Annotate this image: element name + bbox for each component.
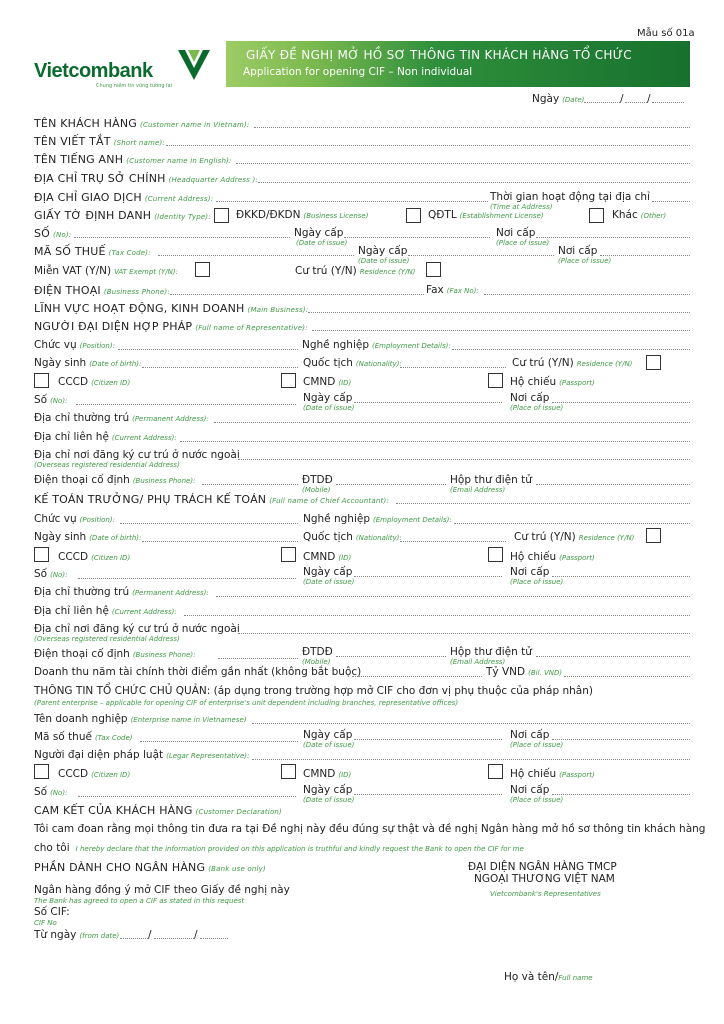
- rep-cccd-label: CCCD (Citizen ID): [58, 376, 131, 388]
- acct-dob-label: Ngày sinh (Date of birth):: [34, 531, 142, 543]
- acct-overseas-address-sub: (Overseas registered residential Address): [34, 635, 180, 643]
- id-issue-date-sub: (Date of issue): [296, 239, 348, 247]
- rep-issue-place-label: Nơi cấp: [510, 392, 550, 404]
- rep-perm-address-field[interactable]: [214, 422, 690, 423]
- rep-dob-field[interactable]: [142, 367, 298, 368]
- bank-agree-text: Ngân hàng đồng ý mở CIF theo Giấy đề nghị này: [34, 884, 290, 896]
- from-date-year-field[interactable]: [200, 938, 228, 939]
- rep-overseas-address-sub: (Overseas registered residential Address): [34, 461, 180, 469]
- english-name-field[interactable]: [236, 163, 690, 164]
- signature-name-label: Họ và tên/Full name: [504, 971, 593, 983]
- parent-tax-issue-place-label: Nơi cấp: [510, 729, 550, 741]
- other-id-checkbox[interactable]: [589, 208, 604, 223]
- acct-no-field[interactable]: [78, 578, 296, 579]
- short-name-field[interactable]: [166, 145, 690, 146]
- rep-current-address-field[interactable]: [180, 441, 690, 442]
- short-name-label: TÊN VIẾT TẮT (Short name):: [34, 135, 165, 148]
- english-name-label: TÊN TIẾNG ANH (Customer name in English):: [34, 153, 232, 166]
- tax-issue-date-field[interactable]: [408, 255, 554, 256]
- bank-rep-title-1: ĐẠI DIỆN NGÂN HÀNG TMCP: [468, 861, 617, 873]
- tax-code-label: MÃ SỐ THUẾ (Tax Code):: [34, 245, 151, 258]
- acct-residence-checkbox[interactable]: [646, 528, 661, 543]
- acct-biz-phone-label: Điện thoại cố định (Business Phone):: [34, 648, 196, 660]
- id-issue-place-label: Nơi cấp: [496, 227, 536, 239]
- acct-passport-label: Hộ chiếu (Passport): [510, 551, 595, 563]
- acct-mobile-field[interactable]: [336, 656, 446, 657]
- acct-issue-place-sub: (Place of issue): [510, 578, 564, 586]
- rep-occupation-label: Nghề nghiệp (Employment Details):: [302, 339, 451, 351]
- acct-email-label: Hộp thư điện tử: [450, 646, 532, 658]
- rep-nationality-field[interactable]: [400, 367, 506, 368]
- hq-address-label: ĐỊA CHỈ TRỤ SỞ CHÍNH (Headquarter Address ):: [34, 172, 258, 185]
- id-no-label: SỐ (No):: [34, 227, 72, 240]
- establishment-license-checkbox[interactable]: [406, 208, 421, 223]
- bank-rep-title-2: NGOẠI THƯƠNG VIỆT NAM: [474, 873, 615, 885]
- parent-legal-rep-field[interactable]: [252, 759, 690, 760]
- rep-residence-checkbox[interactable]: [646, 355, 661, 370]
- acct-issue-date-label: Ngày cấp: [303, 566, 353, 578]
- acct-passport-checkbox[interactable]: [488, 547, 503, 562]
- main-business-field[interactable]: [308, 312, 690, 313]
- customer-name-field[interactable]: [254, 127, 690, 128]
- representative-field[interactable]: [312, 330, 690, 331]
- rep-no-label: Số (No):: [34, 394, 68, 406]
- revenue-label: Doanh thu năm tài chính thời điểm gần nhất (không bắt buộc): [34, 666, 362, 678]
- form-number: Mẫu số 01a: [637, 28, 695, 39]
- rep-email-sub: (Email Address): [450, 486, 506, 494]
- representative-label: NGƯỜI ĐẠI DIỆN HỢP PHÁP (Full name of Representative):: [34, 320, 308, 333]
- cif-no-label: Số CIF:: [34, 906, 70, 918]
- acct-nationality-label: Quốc tịch (Nationality):: [303, 531, 402, 543]
- time-at-address-sub: (Time at Address): [490, 203, 553, 211]
- bank-agree-subtext: The Bank has agreed to open a CIF as stated in this request: [34, 897, 245, 905]
- rep-cmnd-label: CMND (ID): [303, 376, 352, 388]
- revenue-unit-field[interactable]: [564, 676, 690, 677]
- other-id-label: Khác (Other): [612, 209, 667, 221]
- rep-issue-date-field[interactable]: [354, 402, 502, 403]
- hq-address-field[interactable]: [258, 182, 690, 183]
- vat-exempt-label: Miễn VAT (Y/N) VAT Exempt (Y/N):: [34, 265, 178, 277]
- business-license-checkbox[interactable]: [214, 208, 229, 223]
- vat-exempt-checkbox[interactable]: [195, 262, 210, 277]
- rep-email-label: Hộp thư điện tử: [450, 474, 532, 486]
- rep-biz-phone-label: Điện thoại cố định (Business Phone):: [34, 474, 196, 486]
- parent-tax-issue-place-field[interactable]: [552, 739, 690, 740]
- parent-tax-issue-date-sub: (Date of issue): [303, 741, 355, 749]
- establishment-license-label: QĐTL (Establishment License): [428, 209, 544, 221]
- rep-issue-date-label: Ngày cấp: [303, 392, 353, 404]
- acct-mobile-sub: (Mobile): [302, 658, 331, 666]
- rep-cmnd-checkbox[interactable]: [281, 373, 296, 388]
- parent-tax-issue-place-sub: (Place of issue): [510, 741, 564, 749]
- current-address-label: ĐỊA CHỈ GIAO DỊCH (Current Address):: [34, 191, 214, 204]
- acct-issue-place-label: Nơi cấp: [510, 566, 550, 578]
- business-phone-label: ĐIỆN THOẠI (Business Phone):: [34, 284, 170, 297]
- main-business-label: LĨNH VỰC HOẠT ĐỘNG, KINH DOANH (Main Business):: [34, 302, 309, 315]
- bank-rep-subtitle: Vietcombank's Representatives: [490, 890, 601, 898]
- form-title-en: Application for opening CIF – Non individual: [243, 66, 473, 78]
- parent-enterprise-title: THÔNG TIN TỔ CHỨC CHỦ QUẢN: (áp dụng trong trường hợp mở CIF cho đơn vị phụ thuộc của pháp nhân): [34, 685, 593, 697]
- business-phone-field[interactable]: [170, 294, 424, 295]
- tax-issue-place-sub: (Place of issue): [558, 257, 612, 265]
- acct-overseas-address-field[interactable]: [238, 633, 690, 634]
- acct-cmnd-label: CMND (ID): [303, 551, 352, 563]
- id-type-label: GIẤY TỜ ĐỊNH DANH (Identity Type):: [34, 209, 211, 222]
- acct-issue-date-sub: (Date of issue): [303, 578, 355, 586]
- acct-dob-field[interactable]: [142, 541, 298, 542]
- acct-cccd-checkbox[interactable]: [34, 547, 49, 562]
- parent-tax-code-field[interactable]: [140, 741, 298, 742]
- tax-code-field[interactable]: [158, 255, 354, 256]
- parent-issue-place-label: Nơi cấp: [510, 784, 550, 796]
- from-date-month-field[interactable]: [154, 938, 194, 939]
- rep-email-field[interactable]: [536, 484, 690, 485]
- from-date-day-field[interactable]: [120, 938, 148, 939]
- rep-biz-phone-field[interactable]: [202, 484, 298, 485]
- acct-occupation-field[interactable]: [454, 523, 690, 524]
- business-license-label: ĐKKD/ĐKDN (Business License): [236, 209, 369, 221]
- parent-no-field[interactable]: [78, 796, 296, 797]
- rep-passport-checkbox[interactable]: [488, 373, 503, 388]
- time-at-address-field[interactable]: [652, 201, 690, 202]
- acct-email-sub: (Email Address): [450, 658, 506, 666]
- vietcombank-logo-icon: [174, 46, 214, 86]
- acct-issue-place-field[interactable]: [552, 576, 690, 577]
- chief-accountant-label: KẾ TOÁN TRƯỞNG/ PHỤ TRÁCH KẾ TOÁN (Full name of Chief Accountant):: [34, 493, 389, 506]
- tax-issue-date-label: Ngày cấp: [358, 245, 408, 257]
- id-issue-place-field[interactable]: [536, 237, 690, 238]
- customer-name-label: TÊN KHÁCH HÀNG (Customer name in Vietnam):: [34, 117, 250, 130]
- id-issue-date-field[interactable]: [344, 237, 490, 238]
- acct-nationality-field[interactable]: [400, 541, 506, 542]
- acct-perm-address-field[interactable]: [216, 596, 690, 597]
- rep-mobile-field[interactable]: [336, 484, 446, 485]
- parent-cmnd-label: CMND (ID): [303, 768, 352, 780]
- bank-use-title: PHẦN DÀNH CHO NGÂN HÀNG (Bank use only): [34, 861, 266, 874]
- rep-overseas-address-label: Địa chỉ nơi đăng ký cư trú ở nước ngoài: [34, 449, 240, 461]
- time-at-address-label: Thời gian hoạt động tại địa chỉ: [490, 191, 650, 203]
- revenue-field[interactable]: [352, 676, 482, 677]
- rep-dob-label: Ngày sinh (Date of birth):: [34, 357, 142, 369]
- rep-current-address-label: Địa chỉ liên hệ (Current Address):: [34, 431, 177, 443]
- declaration-text-line2: cho tôi I hereby declare that the information provided on this application is truthful and kindly request the Bank to open the CIF for me: [34, 842, 524, 854]
- rep-passport-label: Hộ chiếu (Passport): [510, 376, 595, 388]
- parent-cccd-label: CCCD (Citizen ID): [58, 768, 131, 780]
- id-issue-place-sub: (Place of issue): [496, 239, 550, 247]
- parent-passport-checkbox[interactable]: [488, 764, 503, 779]
- acct-mobile-label: ĐTDĐ: [302, 646, 333, 658]
- from-date-label: Từ ngày (from date): [34, 929, 120, 941]
- acct-email-field[interactable]: [536, 656, 690, 657]
- rep-mobile-label: ĐTDĐ: [302, 474, 333, 486]
- parent-name-field[interactable]: [252, 723, 690, 724]
- acct-residence-label: Cư trú (Y/N) Residence (Y/N): [514, 531, 635, 543]
- fax-field[interactable]: [484, 294, 690, 295]
- rep-no-field[interactable]: [76, 404, 296, 405]
- date-month-field[interactable]: [625, 102, 647, 103]
- acct-current-address-label: Địa chỉ liên hệ (Current Address):: [34, 605, 177, 617]
- parent-tax-code-label: Mã số thuế (Tax Code): [34, 731, 133, 743]
- parent-issue-date-sub: (Date of issue): [303, 796, 355, 804]
- parent-cccd-checkbox[interactable]: [34, 764, 49, 779]
- acct-position-label: Chức vụ (Position):: [34, 513, 115, 525]
- id-no-field[interactable]: [74, 237, 290, 238]
- rep-residence-label: Cư trú (Y/N) Residence (Y/N): [512, 357, 633, 369]
- revenue-unit: Tỷ VND (Bil. VND): [486, 666, 563, 678]
- fax-label: Fax (Fax No):: [426, 284, 479, 296]
- rep-overseas-address-field[interactable]: [238, 459, 690, 460]
- bank-tagline: Chung niềm tin vững tương lai: [96, 83, 172, 89]
- cif-no-sublabel: CIF No: [34, 919, 57, 927]
- form-title-vn: GIẤY ĐỀ NGHỊ MỞ HỒ SƠ THÔNG TIN KHÁCH HÀNG TỔ CHỨC: [246, 48, 632, 62]
- rep-issue-place-sub: (Place of issue): [510, 404, 564, 412]
- acct-occupation-label: Nghề nghiệp (Employment Details):: [303, 513, 452, 525]
- rep-perm-address-label: Địa chỉ thường trú (Permanent Address):: [34, 412, 209, 424]
- acct-biz-phone-field[interactable]: [218, 658, 298, 659]
- rep-position-label: Chức vụ (Position):: [34, 339, 115, 351]
- rep-issue-place-field[interactable]: [552, 402, 690, 403]
- acct-perm-address-label: Địa chỉ thường trú (Permanent Address):: [34, 586, 209, 598]
- acct-issue-date-field[interactable]: [354, 576, 502, 577]
- parent-name-label: Tên doanh nghiệp (Enterprise name in Vietnamese): [34, 713, 247, 725]
- customer-residence-checkbox[interactable]: [426, 262, 441, 277]
- chief-accountant-field[interactable]: [396, 503, 690, 504]
- bank-logo-text: Vietcombank: [34, 60, 153, 82]
- rep-cccd-checkbox[interactable]: [34, 373, 49, 388]
- parent-tax-issue-date-field[interactable]: [354, 739, 502, 740]
- tax-issue-place-field[interactable]: [600, 255, 690, 256]
- acct-cccd-label: CCCD (Citizen ID): [58, 551, 131, 563]
- rep-mobile-sub: (Mobile): [302, 486, 331, 494]
- parent-no-label: Số (No):: [34, 786, 68, 798]
- acct-cmnd-checkbox[interactable]: [281, 547, 296, 562]
- parent-issue-date-label: Ngày cấp: [303, 784, 353, 796]
- acct-overseas-address-label: Địa chỉ nơi đăng ký cư trú ở nước ngoài: [34, 623, 240, 635]
- tax-issue-date-sub: (Date of issue): [358, 257, 410, 265]
- rep-position-field[interactable]: [118, 349, 298, 350]
- declaration-text-line1: Tôi cam đoan rằng mọi thông tin đưa ra tại Đề nghị này đều đúng sự thật và đề nghị Ngân hàng mở hồ sơ thông tin khách hàng: [34, 823, 706, 835]
- acct-no-label: Số (No):: [34, 568, 68, 580]
- tax-issue-place-label: Nơi cấp: [558, 245, 598, 257]
- date-label: Ngày (Date): [532, 93, 585, 105]
- parent-enterprise-subtitle: (Parent enterprise – applicable for opening CIF of enterprise's unit dependent including branches, representative offices): [34, 699, 459, 707]
- parent-issue-place-field[interactable]: [552, 794, 690, 795]
- declaration-title: CAM KẾT CỦA KHÁCH HÀNG (Customer Declaration): [34, 804, 282, 817]
- acct-current-address-field[interactable]: [184, 615, 690, 616]
- parent-cmnd-checkbox[interactable]: [281, 764, 296, 779]
- rep-nationality-label: Quốc tịch (Nationality):: [303, 357, 402, 369]
- acct-position-field[interactable]: [120, 523, 298, 524]
- parent-issue-place-sub: (Place of issue): [510, 796, 564, 804]
- parent-issue-date-field[interactable]: [354, 794, 502, 795]
- customer-residence-label: Cư trú (Y/N) Residence (Y/N): [295, 265, 416, 277]
- parent-tax-issue-date-label: Ngày cấp: [303, 729, 353, 741]
- date-year-field[interactable]: [652, 102, 684, 103]
- id-issue-date-label: Ngày cấp: [294, 227, 344, 239]
- date-day-field[interactable]: [584, 102, 620, 103]
- rep-issue-date-sub: (Date of issue): [303, 404, 355, 412]
- rep-occupation-field[interactable]: [452, 349, 690, 350]
- current-address-field[interactable]: [216, 201, 488, 202]
- parent-passport-label: Hộ chiếu (Passport): [510, 768, 595, 780]
- parent-legal-rep-label: Người đại diện pháp luật (Legar Representative):: [34, 749, 250, 761]
